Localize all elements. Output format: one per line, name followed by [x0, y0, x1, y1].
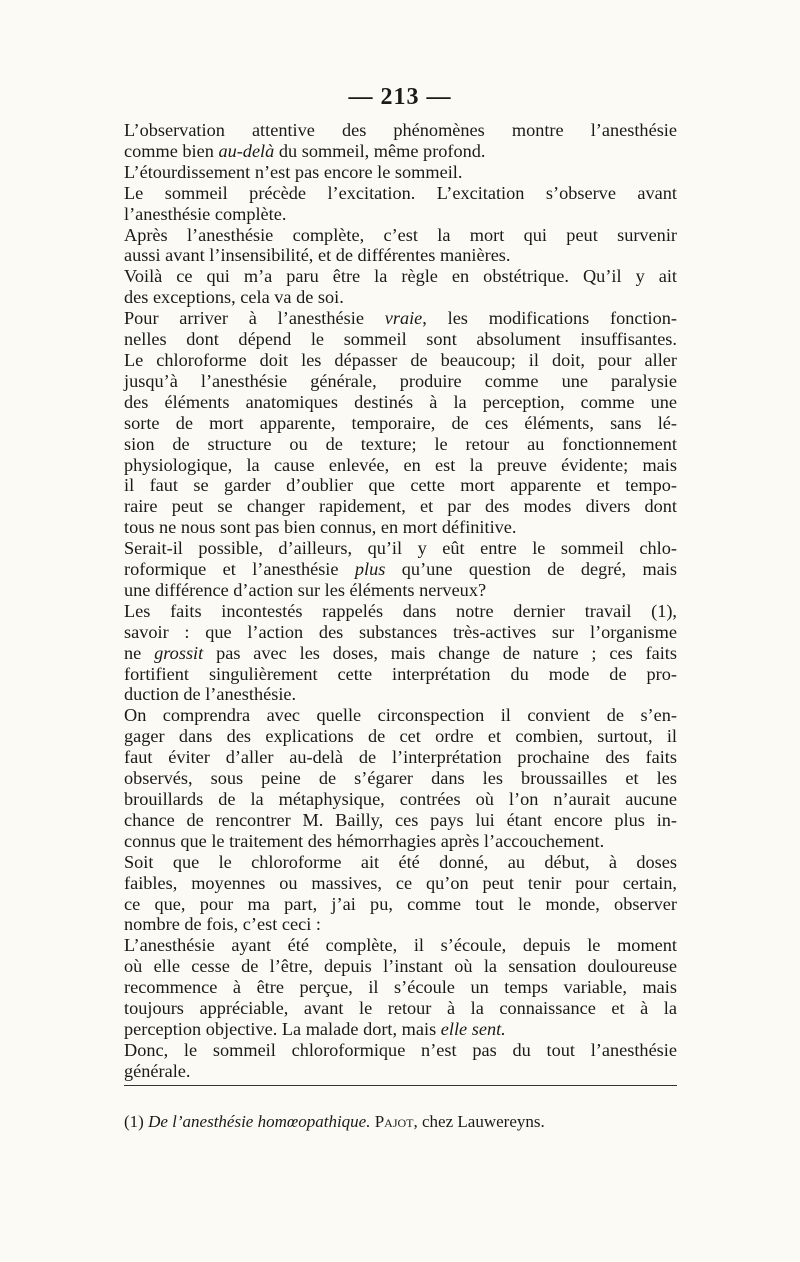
text-line: L’anesthésie ayant été complète, il s’écoule, depuis le moment	[124, 935, 677, 956]
text-line: faibles, moyennes ou massives, ce qu’on peut tenir pour certain,	[124, 872, 677, 893]
footnote-rest: chez Lauwereyns.	[422, 1112, 545, 1131]
text-line: brouillards de la métaphysique, contrées où l’on n’aurait aucune	[124, 789, 677, 809]
text-line: Soit que le chloroforme ait été donné, au début, à doses	[124, 851, 677, 872]
text-line: faut éviter d’aller au-delà de l’interprétation prochaine des faits	[124, 747, 677, 768]
text-line: Le sommeil précède l’excitation. L’excitation s’observe avant	[124, 182, 677, 203]
footnote-rule	[124, 1085, 677, 1086]
text-line: l’anesthésie complète.	[124, 203, 287, 224]
text-line: aussi avant l’insensibilité, et de différentes manières.	[124, 245, 511, 266]
text-line: sorte de mort apparente, temporaire, de ces éléments, sans lé-	[124, 412, 677, 433]
footnote-title: De l’anesthésie homœopathique.	[148, 1112, 371, 1131]
text-line: jusqu’à l’anesthésie générale, produire comme une paralysie	[124, 370, 677, 391]
text-line: gager dans des explications de cet ordre et combien, surtout, il	[124, 726, 677, 747]
text-line: connus que le traitement des hémorrhagies après l’accouchement.	[124, 830, 605, 851]
text-line: générale.	[124, 1060, 191, 1081]
text-line: observés, sous peine de s’égarer dans les broussailles et les	[124, 768, 677, 789]
text-line: L’étourdissement n’est pas encore le sommeil.	[124, 161, 463, 182]
text-line: toujours appréciable, avant le retour à la connaissance et à la	[124, 998, 677, 1019]
text-line: raire peut se changer rapidement, et par des modes divers dont	[124, 496, 677, 517]
text-line: savoir : que l’action des substances très-actives sur l’organisme	[124, 621, 677, 642]
text-line: Le chloroforme doit les dépasser de beaucoup; il doit, pour aller	[124, 349, 677, 370]
text-line: L’observation attentive des phénomènes montre l’anesthésie	[124, 120, 677, 140]
text-line: roformique et l’anesthésie plus qu’une question de degré, mais	[124, 559, 678, 580]
text-line: fortifient singulièrement cette interprétation du mode de pro-	[124, 663, 677, 684]
text-line: Voilà ce qui m’a paru être la règle en obstétrique. Qu’il y ait	[124, 266, 677, 287]
text-line: ne grossit pas avec les doses, mais change de nature ; ces faits	[124, 642, 678, 663]
footnote-number: (1)	[124, 1112, 144, 1131]
text-line: sion de structure ou de texture; le retour au fonctionnement	[124, 433, 677, 454]
text-line: perception objective. La malade dort, mais elle sent.	[124, 1018, 506, 1039]
text-line: comme bien au-delà du sommeil, même profond.	[124, 140, 486, 161]
footnote	[124, 1112, 677, 1132]
text-line: Les faits incontestés rappelés dans notre dernier travail (1),	[124, 600, 677, 621]
text-line: Serait-il possible, d’ailleurs, qu’il y eût entre le sommeil chlo-	[124, 538, 677, 559]
text-line: des exceptions, cela va de soi.	[124, 287, 344, 308]
text-line: il faut se garder d’oublier que cette mort apparente et tempo-	[124, 475, 677, 496]
text-line: des éléments anatomiques destinés à la perception, comme une	[124, 391, 677, 412]
text-line: recommence à être perçue, il s’écoule un temps variable, mais	[124, 977, 677, 998]
text-line: ce que, pour ma part, j’ai pu, comme tout le monde, observer	[124, 893, 677, 914]
text-line: chance de rencontrer M. Bailly, ces pays lui étant encore plus in-	[124, 809, 677, 830]
text-line: duction de l’anesthésie.	[124, 684, 297, 705]
text-line: On comprendra avec quelle circonspection il convient de s’en-	[124, 705, 677, 726]
body-text	[124, 120, 677, 1082]
text-line: où elle cesse de l’être, depuis l’instant où la sensation douloureuse	[124, 956, 677, 977]
text-line: Pour arriver à l’anesthésie vraie, les modifications fonction-	[124, 308, 677, 329]
text-line: tous ne nous sont pas bien connus, en mort définitive.	[124, 517, 517, 538]
text-line: Après l’anesthésie complète, c’est la mort qui peut survenir	[124, 224, 677, 245]
text-line: nombre de fois, c’est ceci :	[124, 914, 321, 935]
page-number: — 213 —	[348, 84, 452, 110]
text-line: physiologique, la cause enlevée, en est la preuve évidente; mais	[124, 454, 677, 475]
footnote-author: Pajot,	[374, 1112, 418, 1131]
text-line: nelles dont dépend le sommeil sont absolument insuffisantes.	[124, 329, 677, 350]
text-line: une différence d’action sur les éléments nerveux?	[124, 579, 487, 600]
text-line: Donc, le sommeil chloroformique n’est pas du tout l’anesthésie	[124, 1039, 677, 1060]
